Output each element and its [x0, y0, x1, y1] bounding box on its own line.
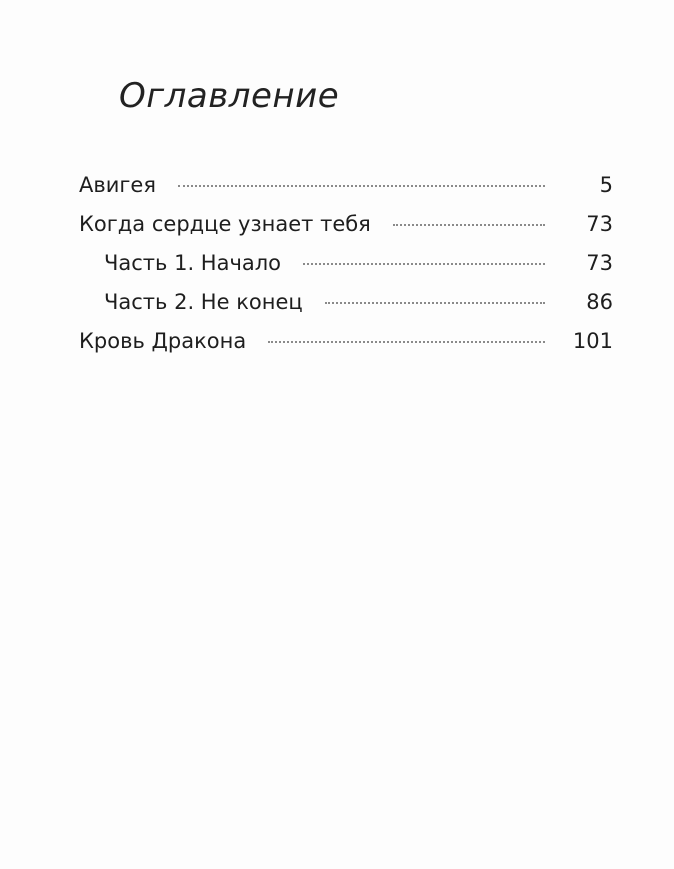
- dot-leader: [325, 302, 545, 304]
- toc-entry[interactable]: [79, 205, 613, 244]
- toc-entry-label: Авигея: [79, 173, 156, 197]
- toc-entry-label: Часть 1. Начало: [104, 251, 282, 275]
- toc-page-number: 101: [572, 329, 613, 353]
- dot-leader: [393, 224, 545, 226]
- toc-page-number: 73: [586, 251, 613, 275]
- toc-entry-label: Кровь Дракона: [79, 329, 247, 353]
- toc-page-number: 5: [599, 173, 613, 197]
- toc-subentry[interactable]: [79, 283, 613, 322]
- dot-leader: [303, 263, 545, 265]
- toc-subentry[interactable]: [79, 244, 613, 283]
- toc-entry-label: Часть 2. Не конец: [104, 290, 303, 314]
- page-title: Оглавление: [119, 76, 340, 116]
- table-of-contents: [79, 166, 613, 361]
- dot-leader: [268, 341, 545, 343]
- toc-entry[interactable]: [79, 166, 613, 205]
- toc-page-number: 86: [586, 290, 613, 314]
- toc-page-number: 73: [586, 212, 613, 236]
- dot-leader: [178, 185, 545, 187]
- toc-entry[interactable]: [79, 322, 613, 361]
- toc-entry-label: Когда сердце узнает тебя: [79, 212, 371, 236]
